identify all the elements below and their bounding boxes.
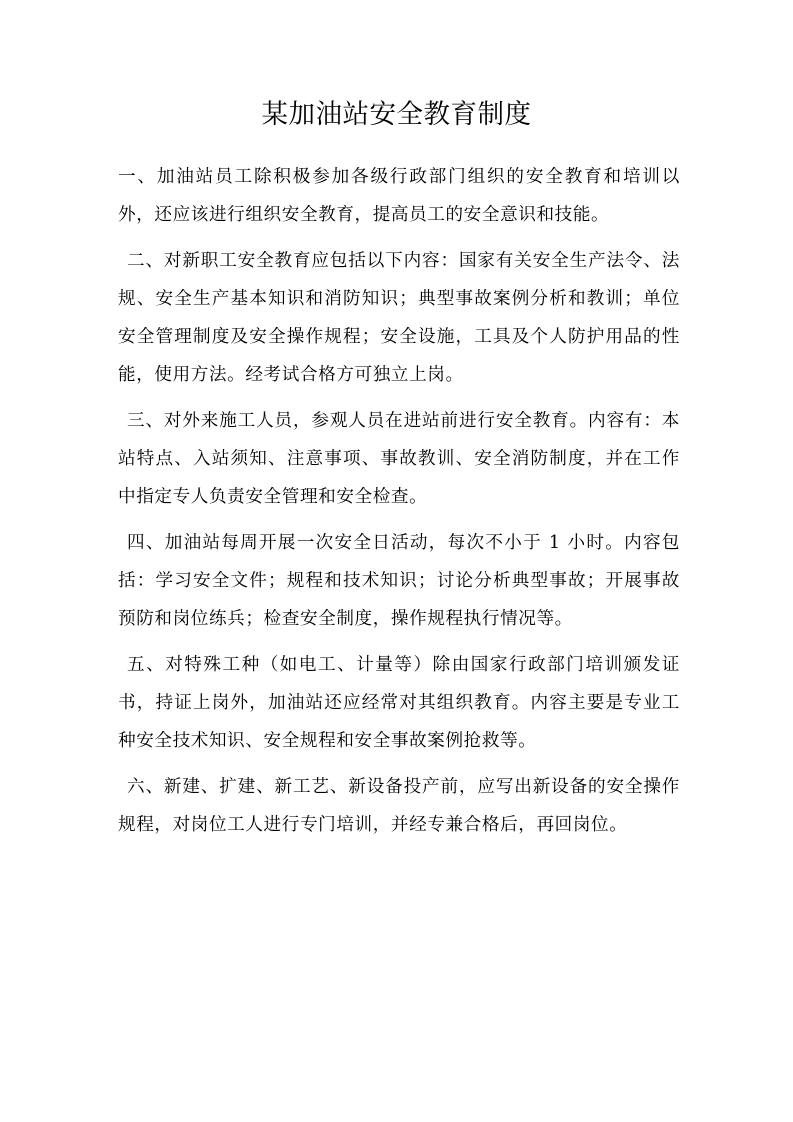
document-body [118, 158, 680, 852]
paragraph-1: 一、加油站员工除积极参加各级行政部门组织的安全教育和培训以外，还应该进行组织安全教育，提高员工的安全意识和技能。 [118, 167, 680, 225]
paragraph-2: 二、对新职工安全教育应包括以下内容：国家有关安全生产法令、法规、安全生产基本知识和消防知识；典型事故案例分析和教训；单位安全管理制度及安全操作规程；安全设施，工具及个人防护用品的性能，使用方法。经考试合格方可独立上岗。 [118, 251, 680, 385]
paragraph-5: 五、对特殊工种（如电工、计量等）除由国家行政部门培训颁发证书，持证上岗外，加油站还应经常对其组织教育。内容主要是专业工种安全技术知识、安全规程和安全事故案例抢救等。 [118, 655, 680, 751]
paragraph-3: 三、对外来施工人员，参观人员在进站前进行安全教育。内容有：本站特点、入站须知、注意事项、事故教训、安全消防制度，并在工作中指定专人负责安全管理和安全检查。 [118, 411, 680, 507]
document-title: 某加油站安全教育制度 [261, 99, 532, 130]
paragraph-6: 六、新建、扩建、新工艺、新设备投产前，应写出新设备的安全操作规程，对岗位工人进行专门培训，并经专兼合格后，再回岗位。 [118, 777, 680, 835]
paragraph-4: 四、加油站每周开展一次安全日活动，每次不小于 1 小时。内容包括：学习安全文件；规程和技术知识；讨论分析典型事故；开展事故预防和岗位练兵；检查安全制度，操作规程执行情况等。 [118, 533, 680, 629]
